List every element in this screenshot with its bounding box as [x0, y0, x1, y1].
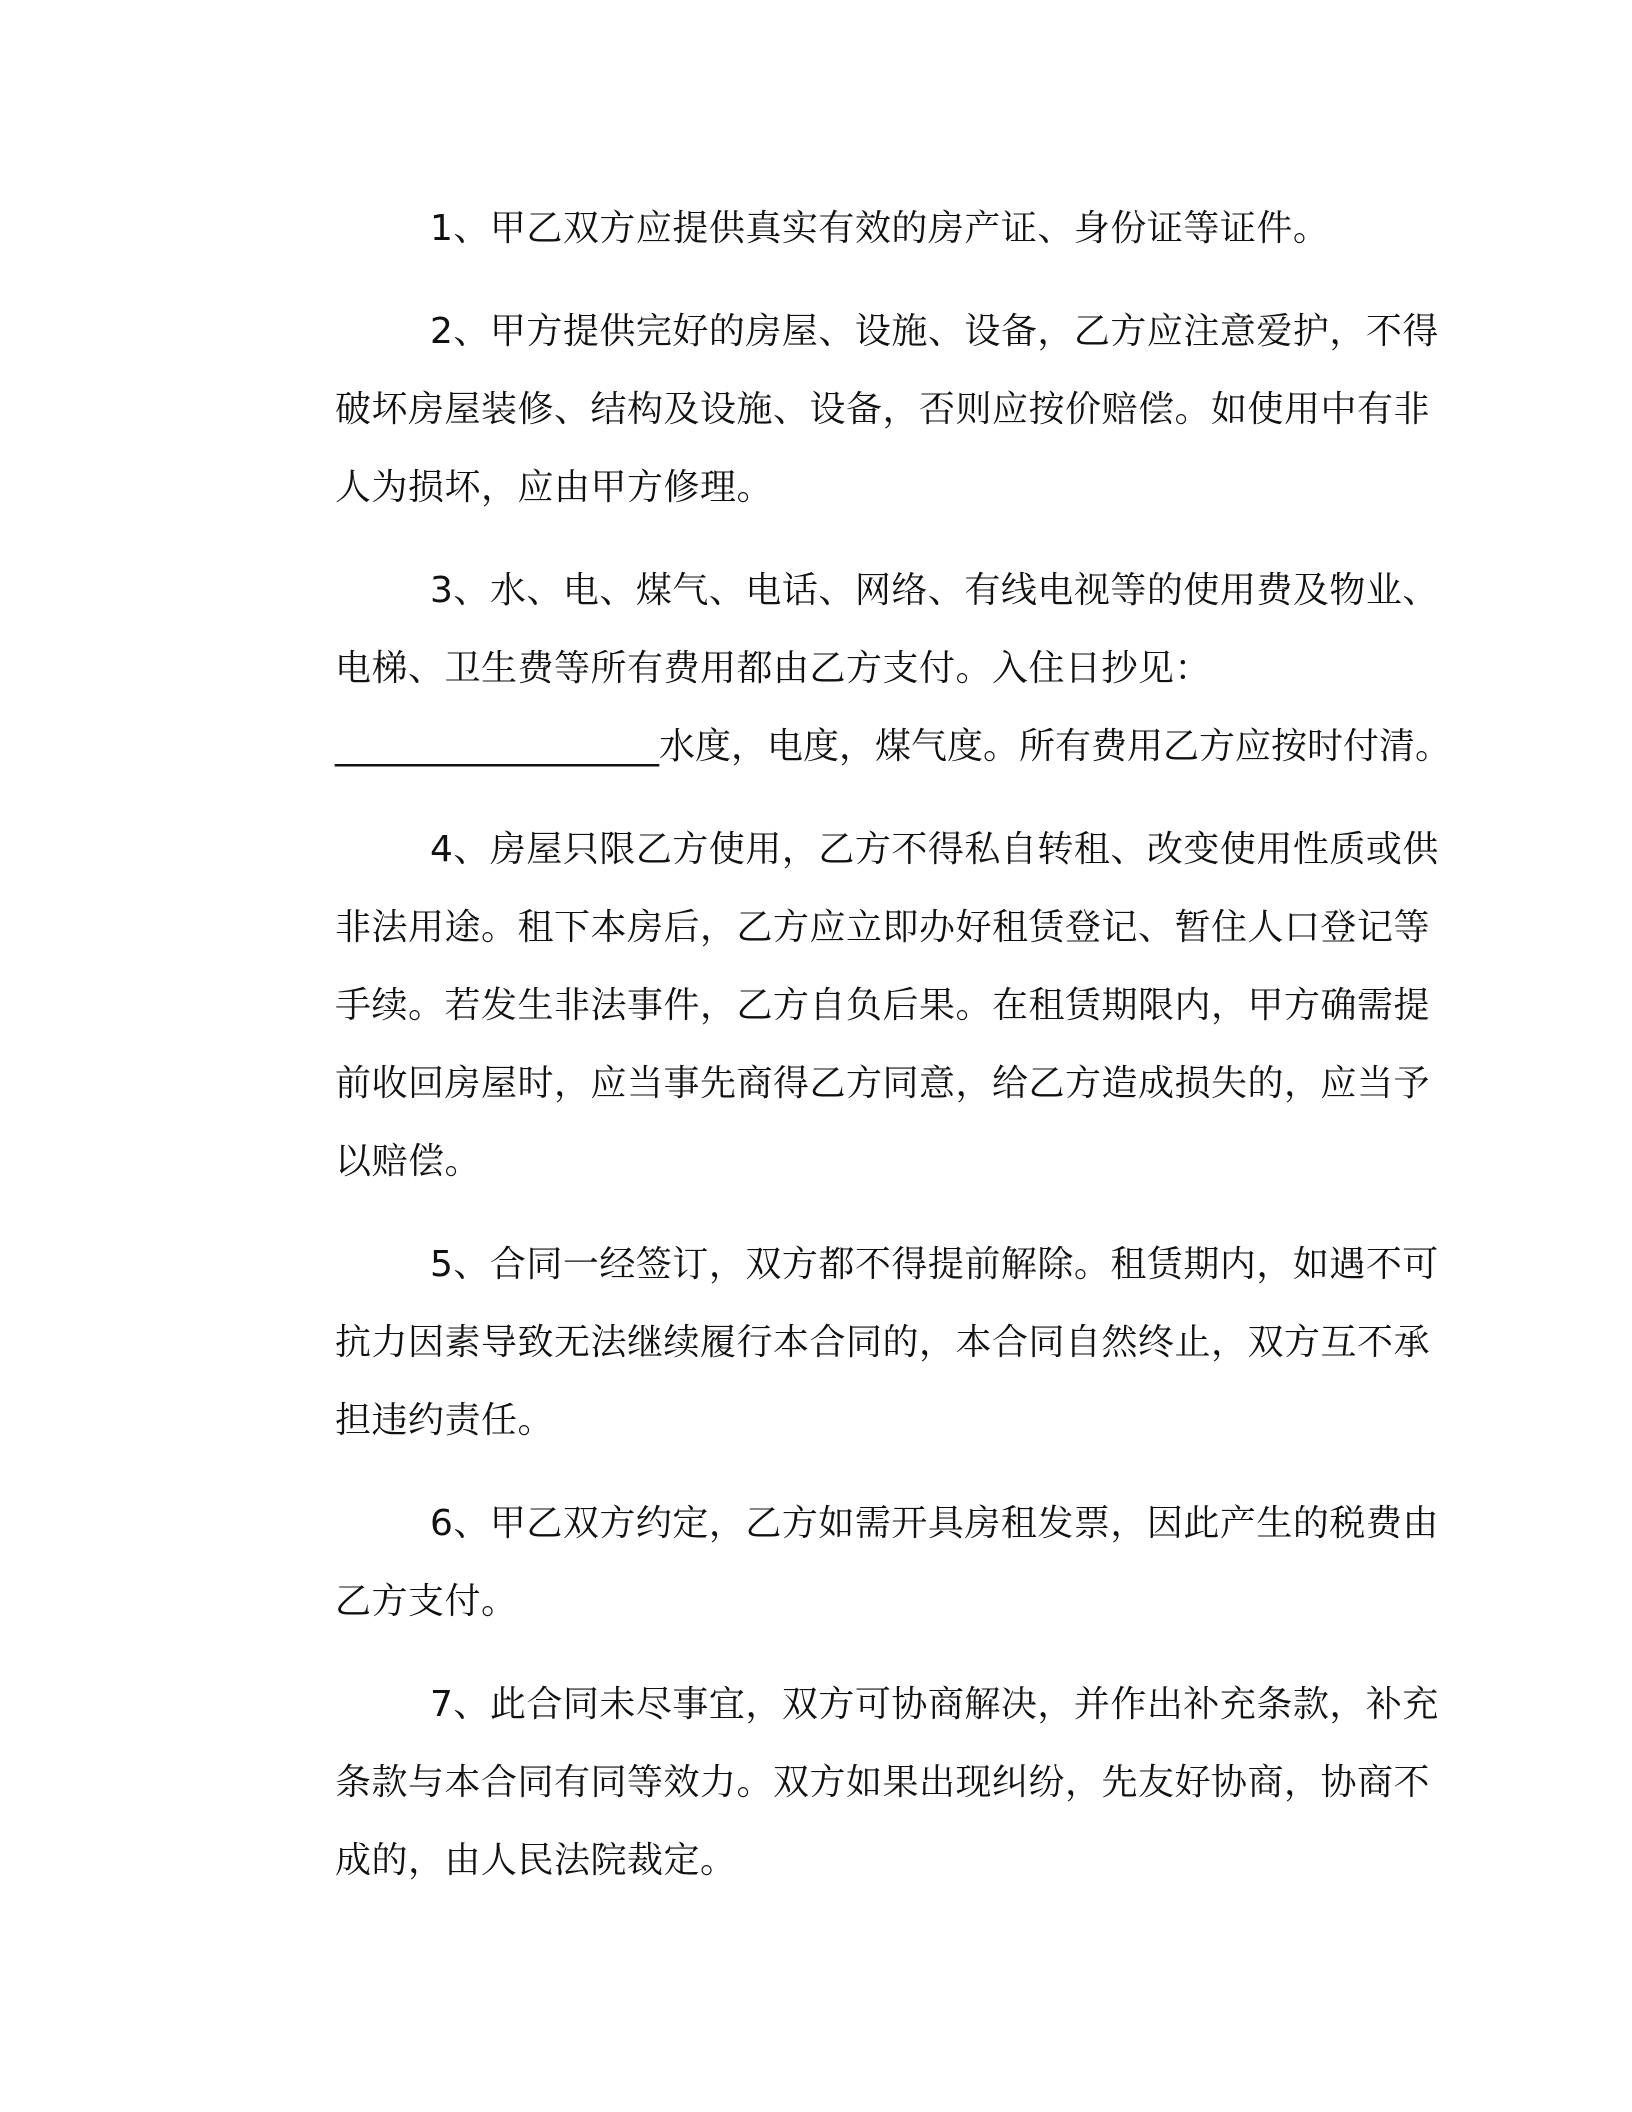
clause-2 [240, 293, 1439, 527]
clause-5-line-2: 抗力因素导致无法继续履行本合同的，本合同自然终止，双方互不承 [335, 1322, 1431, 1363]
clause-2-line-1: 2、甲方提供完好的房屋、设施、设备，乙方应注意爱护，不得 [430, 311, 1439, 352]
clause-6-line-1: 6、甲乙双方约定，乙方如需开具房租发票，因此产生的税费由 [430, 1503, 1439, 1544]
contract-clauses [240, 190, 1452, 1925]
clause-4-line-2: 非法用途。租下本房后，乙方应立即办好租赁登记、暂住人口登记等 [335, 907, 1431, 948]
clause-7-line-2: 条款与本合同有同等效力。双方如果出现纠纷，先友好协商，协商不 [335, 1762, 1431, 1803]
clause-7 [240, 1666, 1439, 1900]
clause-3 [240, 552, 1452, 786]
clause-1 [240, 190, 1360, 268]
clause-2-line-2: 破坏房屋装修、结构及设施、设备，否则应按价赔偿。如使用中有非 [335, 389, 1431, 430]
clause-6 [240, 1485, 1439, 1641]
clause-7-line-1: 7、此合同未尽事宜，双方可协商解决，并作出补充条款，补充 [430, 1684, 1439, 1725]
clause-5 [240, 1226, 1439, 1460]
clause-4-line-1: 4、房屋只限乙方使用，乙方不得私自转租、改变使用性质或供 [430, 829, 1439, 870]
clause-6-line-2: 乙方支付。 [335, 1581, 518, 1622]
clause-3-line-1: 3、水、电、煤气、电话、网络、有线电视等的使用费及物业、 [430, 570, 1439, 611]
clause-4-line-3: 手续。若发生非法事件，乙方自负后果。在租赁期限内，甲方确需提 [335, 985, 1431, 1026]
clause-7-line-3: 成的，由人民法院裁定。 [335, 1840, 737, 1881]
clause-4 [240, 811, 1439, 1201]
clause-3-line-2: 电梯、卫生费等所有费用都由乙方支付。入住日抄见： [335, 648, 1212, 689]
clause-2-line-3: 人为损坏，应由甲方修理。 [335, 467, 774, 508]
clause-4-line-4: 前收回房屋时，应当事先商得乙方同意，给乙方造成损失的，应当予 [335, 1063, 1431, 1104]
clause-5-line-3: 担违约责任。 [335, 1400, 555, 1441]
clause-5-line-1: 5、合同一经签订，双方都不得提前解除。租赁期内，如遇不可 [430, 1244, 1439, 1285]
clause-4-line-5: 以赔偿。 [335, 1141, 482, 1182]
clause-1-line-1: 1、甲乙双方应提供真实有效的房产证、身份证等证件。 [430, 208, 1330, 249]
clause-3-line-3: __________________水度，电度，煤气度。所有费用乙方应按时付清。 [335, 726, 1452, 767]
